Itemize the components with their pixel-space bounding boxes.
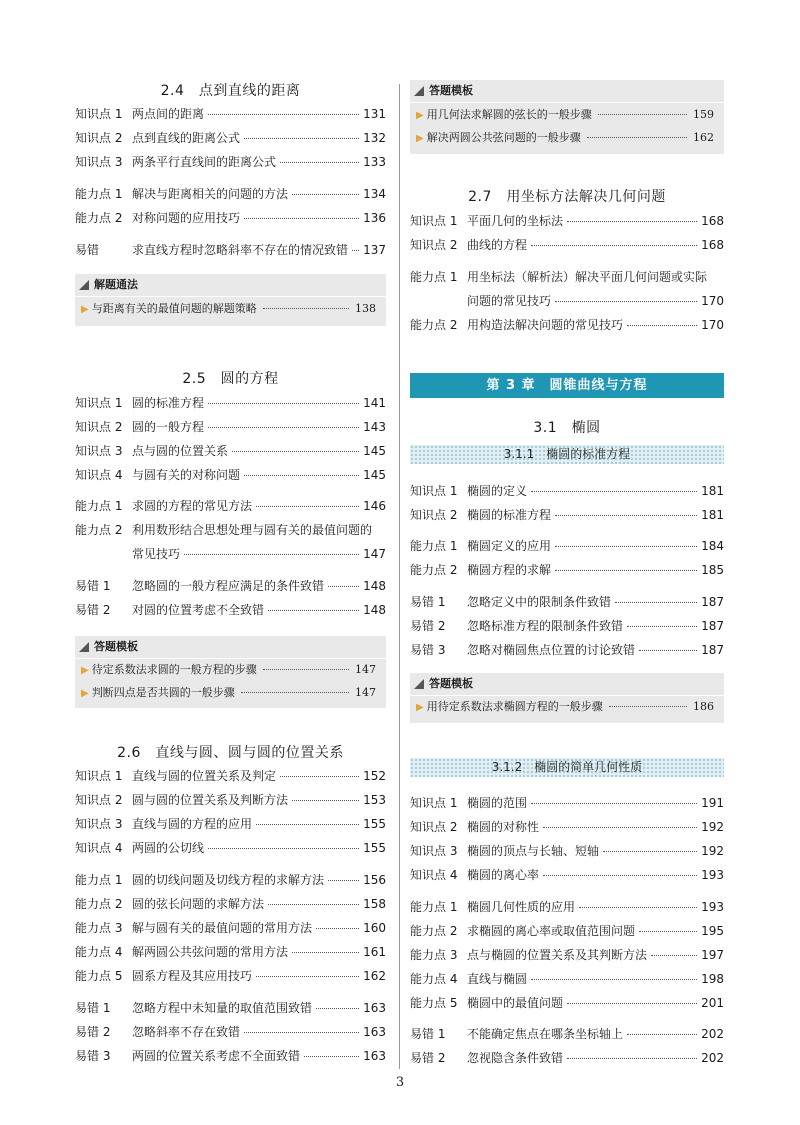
toc-page: 131 [363,107,386,121]
leader-dots [292,952,359,953]
toc-category: 易错 [75,243,100,257]
toc-text: 对称问题的应用技巧 [132,211,241,225]
leader-dots [208,114,359,115]
toc-row[interactable] [410,921,724,941]
box-item[interactable]: ▶ 判断四点是否共圆的一般步骤 147 [81,683,376,703]
toc-text: 椭圆中的最值问题 [467,996,564,1010]
leader-dots [208,848,359,849]
toc-text: 圆与圆的位置关系及判断方法 [132,793,289,807]
leader-dots [555,546,697,547]
arrow-icon: ▶ [416,702,424,713]
toc-page: 168 [701,238,724,252]
toc-row[interactable] [75,496,386,516]
toc-page: 161 [363,945,386,959]
leader-dots [232,451,359,452]
toc-page: 152 [363,769,386,783]
toc-category: 知识点 2 [410,238,458,252]
toc-text: 求直线方程时忽略斜率不存在的情况致错 [132,243,349,257]
toc-category: 能力点 3 [75,921,123,935]
toc-page: 148 [363,603,386,617]
toc-text: 用构造法解决问题的常见技巧 [467,318,624,332]
leader-dots [567,1003,697,1004]
column-divider [399,84,400,1069]
toc-text: 忽略斜率不存在致错 [132,1025,241,1039]
leader-dots [567,1058,697,1059]
toc-row[interactable] [410,315,724,335]
toc-text: 解决与距离相关的问题的方法 [132,187,289,201]
toc-row[interactable] [75,465,386,485]
leader-dots [328,880,359,881]
toc-category: 易错 1 [410,1027,446,1041]
toc-page: 163 [363,1049,386,1063]
toc-row[interactable] [75,894,386,914]
toc-page: 192 [701,844,724,858]
toc-row[interactable] [75,790,386,810]
toc-page: 163 [363,1001,386,1015]
leader-dots [627,626,697,627]
toc-page: 170 [701,294,724,308]
toc-category: 能力点 4 [410,972,458,986]
toc-category: 能力点 3 [410,948,458,962]
toc-category: 能力点 1 [410,539,458,553]
toc-text: 椭圆方程的求解 [467,563,552,577]
toc-category: 易错 2 [75,603,111,617]
toc-page: 197 [701,948,724,962]
toc-row[interactable] [75,104,386,124]
toc-text: 圆的一般方程 [132,420,205,434]
leader-dots [280,162,359,163]
toc-category: 知识点 4 [75,841,123,855]
toc-page: 145 [363,444,386,458]
toc-page: 148 [363,579,386,593]
toc-text: 不能确定焦点在哪条坐标轴上 [467,1027,624,1041]
section-3-1-title: 3.1 椭圆 [533,420,601,436]
toc-page: 133 [363,155,386,169]
box-item[interactable]: ▶ 与距离有关的最值问题的解题策略 138 [81,299,376,319]
toc-category: 知识点 1 [410,796,458,810]
section-2-5-template-box [75,636,386,708]
triangle-icon [414,86,424,96]
toc-page: 195 [701,924,724,938]
section-2-5-title: 2.5 圆的方程 [182,371,279,387]
box-title: 解题通法 [79,276,138,294]
toc-row[interactable] [75,814,386,834]
leader-dots [292,194,359,195]
leader-dots [292,800,359,801]
toc-text: 直线与椭圆 [467,972,528,986]
toc-category: 能力点 1 [75,873,123,887]
toc-text: 两圆的公切线 [132,841,205,855]
toc-page: 202 [701,1051,724,1065]
toc-category: 知识点 2 [75,793,123,807]
leader-dots [639,931,697,932]
toc-text: 椭圆的对称性 [467,820,540,834]
leader-dots [627,1034,697,1035]
toc-text: 圆的标准方程 [132,396,205,410]
toc-row[interactable] [410,616,724,636]
toc-category: 能力点 2 [75,897,123,911]
toc-row[interactable] [75,441,386,461]
toc-page: 147 [363,547,386,561]
toc-row[interactable] [75,870,386,890]
toc-text: 求圆的方程的常见方法 [132,499,253,513]
toc-row[interactable] [75,520,386,540]
toc-row[interactable] [75,208,386,228]
toc-category: 能力点 5 [75,969,123,983]
toc-text: 解与圆有关的最值问题的常用方法 [132,921,313,935]
toc-row[interactable] [410,793,724,813]
toc-category: 知识点 4 [75,468,123,482]
toc-text: 对圆的位置考虑不全致错 [132,603,265,617]
leader-dots [651,955,697,956]
toc-row[interactable] [75,600,386,620]
toc-row[interactable] [75,918,386,938]
leader-dots [268,904,359,905]
toc-page: 193 [701,900,724,914]
toc-page: 132 [363,131,386,145]
toc-page: 198 [701,972,724,986]
arrow-icon: ▶ [81,304,89,315]
toc-category: 知识点 1 [75,396,123,410]
toc-page: 162 [363,969,386,983]
toc-page: 134 [363,187,386,201]
toc-page: 143 [363,420,386,434]
triangle-icon [79,280,89,290]
toc-category: 能力点 1 [410,900,458,914]
leader-dots [244,1032,359,1033]
toc-text: 点到直线的距离公式 [132,131,241,145]
toc-text: 点与圆的位置关系 [132,444,229,458]
toc-category: 能力点 2 [75,523,123,537]
toc-row[interactable] [410,945,724,965]
toc-text: 椭圆的标准方程 [467,508,552,522]
leader-dots [555,570,697,571]
leader-dots [531,245,697,246]
leader-dots [244,475,359,476]
toc-text: 椭圆的离心率 [467,868,540,882]
toc-page: 145 [363,468,386,482]
toc-text: 圆系方程及其应用技巧 [132,969,253,983]
toc-page: 163 [363,1025,386,1039]
toc-text: 椭圆的范围 [467,796,528,810]
toc-text: 与圆有关的对称问题 [132,468,241,482]
toc-text: 解两圆公共弦问题的常用方法 [132,945,289,959]
toc-row[interactable] [410,505,724,525]
arrow-icon: ▶ [416,110,424,121]
leader-dots [627,325,697,326]
toc-page: 160 [363,921,386,935]
toc-text: 直线与圆的方程的应用 [132,817,253,831]
leader-dots [567,221,697,222]
toc-category: 易错 1 [410,595,446,609]
toc-page: 146 [363,499,386,513]
leader-dots [208,403,359,404]
leader-dots [603,851,697,852]
toc-text: 常见技巧 [132,547,181,561]
toc-row[interactable] [410,536,724,556]
toc-category: 易错 2 [410,619,446,633]
toc-page: 185 [701,563,724,577]
toc-row[interactable] [75,393,386,413]
leader-dots [555,301,697,302]
subsection-3-1-2-title: 3.1.2 椭圆的简单几何性质 [410,758,724,777]
section-2-7-title: 2.7 用坐标方法解决几何问题 [468,189,666,205]
toc-row[interactable] [75,417,386,437]
toc-row[interactable] [410,592,724,612]
toc-category: 能力点 1 [410,270,458,284]
toc-page: 187 [701,643,724,657]
subsection-3-1-1-title: 3.1.1 椭圆的标准方程 [410,445,724,464]
page-number: 3 [395,1075,405,1090]
leader-dots [244,218,359,219]
top-template-box [410,80,724,154]
triangle-icon [79,642,89,652]
toc-page: 201 [701,996,724,1010]
toc-text: 利用数形结合思想处理与圆有关的最值问题的 [132,523,373,537]
section-3-1-template-box [410,673,724,723]
toc-row[interactable] [410,481,724,501]
toc-category: 能力点 2 [410,318,458,332]
toc-text: 直线与圆的位置关系及判定 [132,769,277,783]
toc-row[interactable] [75,838,386,858]
toc-text: 求椭圆的离心率或取值范围问题 [467,924,636,938]
leader-dots [555,515,697,516]
toc-text: 忽视隐含条件致错 [467,1051,564,1065]
leader-dots [208,427,359,428]
leader-dots [256,824,359,825]
toc-text: 点与椭圆的位置关系及其判断方法 [467,948,648,962]
toc-page: 136 [363,211,386,225]
toc-row[interactable] [410,267,724,287]
toc-category: 知识点 2 [75,420,123,434]
toc-row[interactable] [410,235,724,255]
toc-category: 知识点 2 [75,131,123,145]
toc-row[interactable] [75,128,386,148]
box-item[interactable]: ▶ 解决两圆公共弦问题的一般步骤 162 [416,128,714,148]
toc-row[interactable] [75,1022,386,1042]
toc-row[interactable] [410,640,724,660]
leader-dots [304,1056,359,1057]
toc-category: 易错 1 [75,579,111,593]
toc-text: 用坐标法（解析法）解决平面几何问题或实际 [467,270,708,284]
toc-page: 168 [701,214,724,228]
toc-category: 能力点 1 [75,187,123,201]
toc-row[interactable] [75,152,386,172]
toc-page: 184 [701,539,724,553]
toc-category: 易错 3 [75,1049,111,1063]
toc-category: 能力点 4 [75,945,123,959]
toc-category: 知识点 3 [75,817,123,831]
toc-category: 能力点 5 [410,996,458,1010]
toc-row[interactable] [410,897,724,917]
toc-category: 能力点 2 [75,211,123,225]
toc-text: 两条平行直线间的距离公式 [132,155,277,169]
toc-text: 曲线的方程 [467,238,528,252]
leader-dots [256,976,359,977]
toc-page: 202 [701,1027,724,1041]
leader-dots [543,875,697,876]
toc-category: 知识点 1 [410,214,458,228]
arrow-icon: ▶ [416,133,424,144]
box-item[interactable]: ▶ 用几何法求解圆的弦长的一般步骤 159 [416,105,714,125]
toc-text: 忽略对椭圆焦点位置的讨论致错 [467,643,636,657]
leader-dots [280,776,359,777]
toc-page: 181 [701,508,724,522]
toc-page: 192 [701,820,724,834]
toc-category: 易错 2 [410,1051,446,1065]
leader-dots [268,610,359,611]
toc-page: 158 [363,897,386,911]
box-title: 答题模板 [414,82,473,100]
toc-row[interactable] [75,576,386,596]
box-title: 答题模板 [79,638,138,656]
section-2-4-title: 2.4 点到直线的距离 [160,83,301,99]
section-2-4-method-box [75,274,386,326]
toc-row[interactable] [75,966,386,986]
toc-row[interactable] [410,211,724,231]
box-item[interactable]: ▶ 待定系数法求圆的一般方程的步骤 147 [81,660,376,680]
toc-text: 忽略圆的一般方程应满足的条件致错 [132,579,325,593]
leader-dots [615,602,697,603]
toc-row[interactable] [410,993,724,1013]
toc-category: 知识点 1 [75,107,123,121]
toc-row[interactable] [75,1046,386,1066]
toc-row[interactable] [410,969,724,989]
toc-category: 易错 3 [410,643,446,657]
toc-text: 忽略标准方程的限制条件致错 [467,619,624,633]
arrow-icon: ▶ [81,688,89,699]
toc-page: 187 [701,619,724,633]
toc-page: 191 [701,796,724,810]
leader-dots [328,586,359,587]
box-title: 答题模板 [414,675,473,693]
toc-text: 忽略定义中的限制条件致错 [467,595,612,609]
leader-dots [316,1008,359,1009]
toc-row[interactable] [75,240,386,260]
arrow-icon: ▶ [81,665,89,676]
leader-dots [316,928,359,929]
toc-row[interactable] [410,291,724,311]
toc-page: 153 [363,793,386,807]
toc-text: 椭圆的定义 [467,484,528,498]
toc-row[interactable] [410,817,724,837]
leader-dots [531,803,697,804]
toc-page: 155 [363,817,386,831]
toc-category: 知识点 1 [410,484,458,498]
toc-text: 椭圆的顶点与长轴、短轴 [467,844,600,858]
toc-category: 知识点 4 [410,868,458,882]
toc-text: 忽略方程中未知量的取值范围致错 [132,1001,313,1015]
toc-row[interactable] [75,942,386,962]
toc-category: 易错 2 [75,1025,111,1039]
triangle-icon [414,679,424,689]
toc-row[interactable] [75,544,386,564]
toc-row[interactable] [410,1048,724,1068]
leader-dots [244,138,359,139]
toc-row[interactable] [410,841,724,861]
toc-row[interactable] [410,560,724,580]
toc-category: 知识点 2 [410,820,458,834]
toc-page: 155 [363,841,386,855]
toc-category: 知识点 1 [75,769,123,783]
toc-page: 193 [701,868,724,882]
leader-dots [531,979,697,980]
toc-category: 知识点 3 [75,444,123,458]
leader-dots [184,554,359,555]
leader-dots [531,491,697,492]
leader-dots [256,506,359,507]
toc-category: 能力点 2 [410,563,458,577]
leader-dots [543,827,697,828]
leader-dots [639,650,697,651]
toc-row[interactable] [75,998,386,1018]
toc-page: 170 [701,318,724,332]
toc-page: 187 [701,595,724,609]
toc-text: 圆的切线问题及切线方程的求解方法 [132,873,325,887]
toc-row[interactable] [75,184,386,204]
leader-dots [579,907,697,908]
section-2-6-title: 2.6 直线与圆、圆与圆的位置关系 [117,745,344,761]
toc-page: 156 [363,873,386,887]
toc-text: 圆的弦长问题的求解方法 [132,897,265,911]
toc-category: 能力点 1 [75,499,123,513]
toc-category: 知识点 2 [410,508,458,522]
toc-text: 平面几何的坐标法 [467,214,564,228]
leader-dots [352,250,359,251]
toc-text: 两圆的位置关系考虑不全面致错 [132,1049,301,1063]
toc-row[interactable] [410,865,724,885]
toc-page: 137 [363,243,386,257]
toc-category: 知识点 3 [75,155,123,169]
toc-category: 易错 1 [75,1001,111,1015]
toc-category: 能力点 2 [410,924,458,938]
toc-text: 椭圆定义的应用 [467,539,552,553]
toc-page: 141 [363,396,386,410]
toc-text: 两点间的距离 [132,107,205,121]
chapter-3-banner: 第 3 章 圆锥曲线与方程 [410,373,724,398]
toc-row[interactable] [75,766,386,786]
toc-row[interactable] [410,1024,724,1044]
toc-category: 知识点 3 [410,844,458,858]
box-item[interactable]: ▶ 用待定系数法求椭圆方程的一般步骤 186 [416,697,714,717]
toc-text: 问题的常见技巧 [467,294,552,308]
toc-text: 椭圆几何性质的应用 [467,900,576,914]
toc-page: 181 [701,484,724,498]
